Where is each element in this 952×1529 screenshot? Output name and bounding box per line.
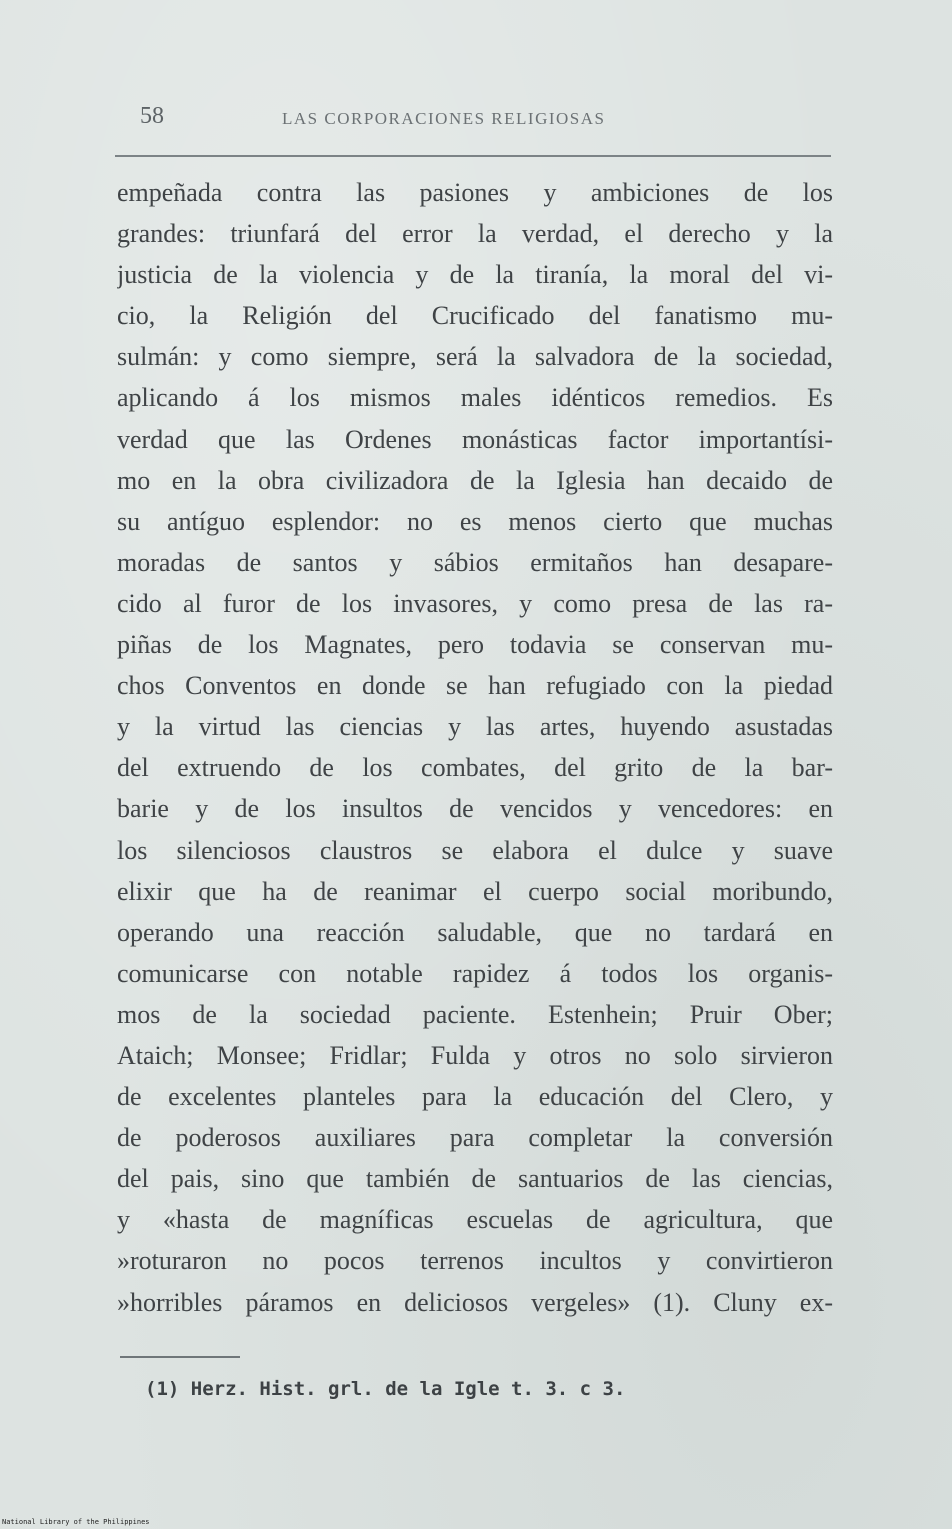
text-line: de poderosos auxiliares para completar la conversión (117, 1123, 833, 1153)
text-line: del extruendo de los combates, del grito de la bar- (117, 753, 833, 783)
page-number: 58 (140, 103, 164, 129)
text-line: su antíguo esplendor: no es menos cierto que muchas (117, 506, 833, 536)
text-line: empeñada contra las pasiones y ambiciones de los (117, 178, 833, 207)
text-line: cido al furor de los invasores, y como presa de las ra- (117, 588, 833, 618)
footnote-rule (120, 1356, 240, 1358)
text-line: Ataich; Monsee; Fridlar; Fulda y otros no solo sirvieron (117, 1040, 833, 1070)
running-title: LAS CORPORACIONES RELIGIOSAS (282, 109, 606, 128)
body-text (117, 172, 833, 1323)
text-line: »horribles páramos en deliciosos vergeles» (1). Cluny ex- (117, 1287, 833, 1317)
text-line: aplicando á los mismos males idénticos remedios. Es (117, 383, 833, 413)
text-line: elixir que ha de reanimar el cuerpo social moribundo, (117, 876, 833, 906)
text-line: moradas de santos y sábios ermitaños han desapare- (117, 547, 833, 577)
text-line: comunicarse con notable rapidez á todos los organis- (117, 958, 833, 988)
text-line: y «hasta de magníficas escuelas de agricultura, que (117, 1205, 833, 1235)
text-line: mo en la obra civilizadora de la Iglesia han decaido de (117, 465, 833, 495)
text-line: chos Conventos en donde se han refugiado con la piedad (117, 671, 833, 701)
text-line: del pais, sino que también de santuarios de las ciencias, (117, 1164, 833, 1194)
text-line: operando una reacción saludable, que no tardará en (117, 917, 833, 947)
library-watermark: National Library of the Philippines (2, 1518, 150, 1526)
text-line: mos de la sociedad paciente. Estenhein; Pruir Ober; (117, 999, 833, 1029)
text-line: piñas de los Magnates, pero todavia se conservan mu- (117, 630, 833, 660)
text-line: »roturaron no pocos terrenos incultos y convirtieron (117, 1246, 833, 1276)
text-line: verdad que las Ordenes monásticas factor importantísi- (117, 424, 833, 454)
text-line: barie y de los insultos de vencidos y vencedores: en (117, 794, 833, 824)
footnote: (1) Herz. Hist. grl. de la Igle t. 3. c 3. (145, 1378, 626, 1400)
text-line: grandes: triunfará del error la verdad, el derecho y la (117, 219, 833, 249)
running-head (130, 103, 830, 143)
text-line: y la virtud las ciencias y las artes, huyendo asustadas (117, 712, 833, 742)
text-line: justicia de la violencia y de la tiranía, la moral del vi- (117, 260, 833, 290)
header-rule (115, 155, 831, 157)
text-line: los silenciosos claustros se elabora el dulce y suave (117, 835, 833, 865)
text-line: sulmán: y como siempre, será la salvadora de la sociedad, (117, 342, 833, 372)
text-line: de excelentes planteles para la educación del Clero, y (117, 1082, 833, 1112)
text-line: cio, la Religión del Crucificado del fanatismo mu- (117, 301, 833, 331)
